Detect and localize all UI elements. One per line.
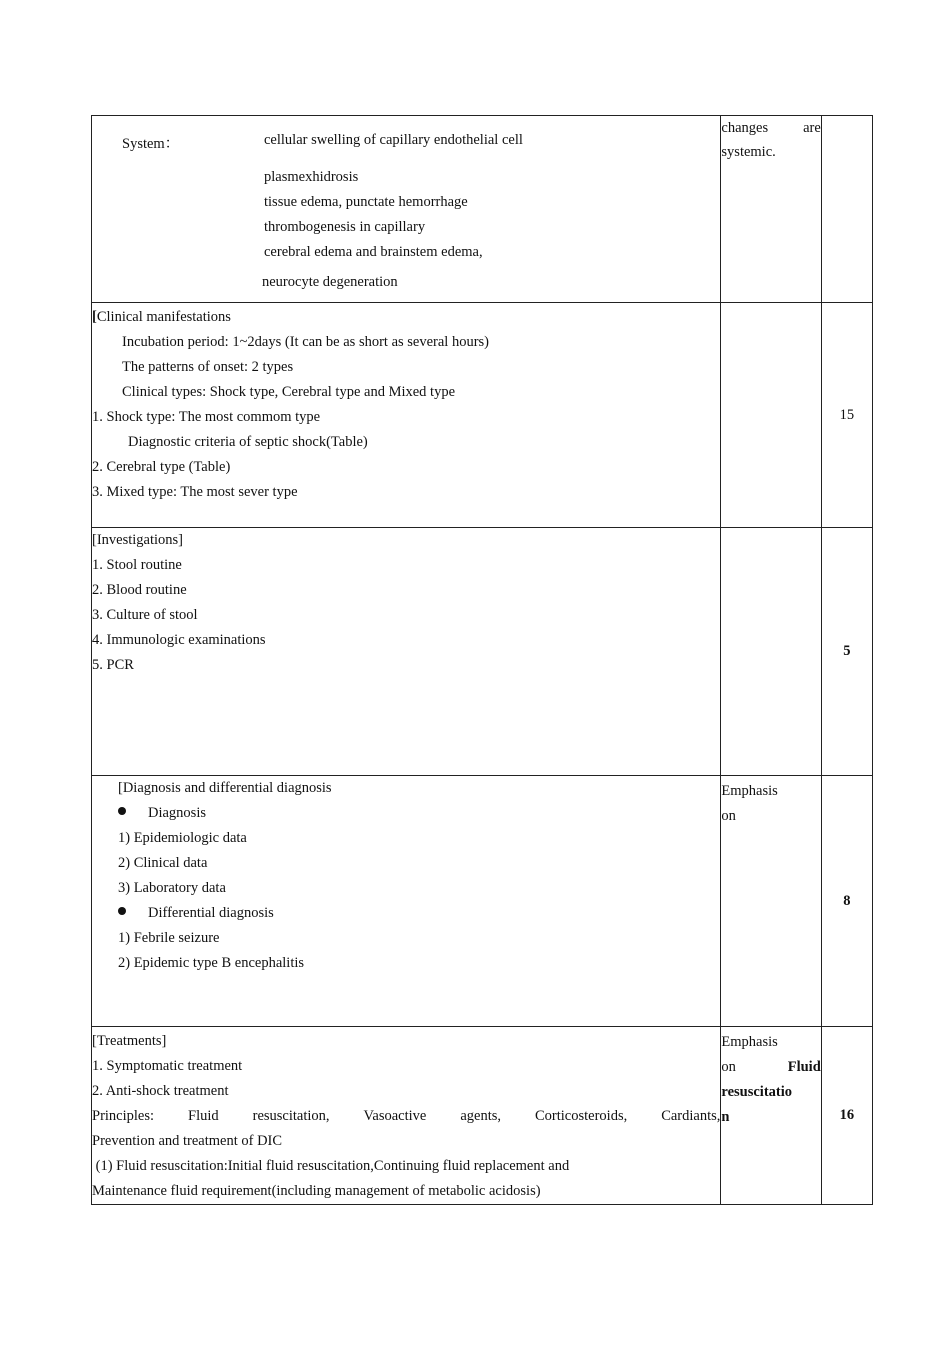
principles-word: Corticosteroids, [534,1108,628,1124]
principles-word: Vasoactive [363,1108,427,1124]
investigations-main-cell [92,528,721,776]
note-line: Emphasis [721,783,778,799]
treatment-line: Prevention and treatment of DIC [92,1133,283,1149]
note-line: n [721,1109,730,1125]
section-heading: [Investigations] [92,532,184,548]
diagnosis-note-cell [721,776,821,1027]
principles-word: resuscitation, [252,1108,330,1124]
diagnosis-item: 2) Clinical data [118,855,208,871]
clinical-line: 1. Shock type: The most commom type [92,409,321,425]
investigation-item: 3. Culture of stool [92,607,198,623]
system-item: tissue edema, punctate hemorrhage [264,194,468,210]
investigation-item: 1. Stool routine [92,557,182,573]
system-hours-cell [821,116,872,303]
system-note-cell [721,116,821,303]
system-item: neurocyte degeneration [262,274,398,290]
treatments-note-cell [721,1027,821,1205]
investigations-hours-cell: 5 [821,528,872,776]
syllabus-table [91,115,873,1205]
note-word: Fluid [787,1059,821,1075]
note-line: Emphasis [721,1034,778,1050]
treatment-line: Maintenance fluid requirement(including management of metabolic acidosis) [92,1183,541,1199]
clinical-line: Clinical types: Shock type, Cerebral type and Mixed type [122,384,456,400]
principles-word: Fluid [188,1108,219,1124]
bullet-label: Differential diagnosis [148,905,274,921]
system-item: plasmexhidrosis [264,169,359,185]
clinical-hours-cell: 15 [821,303,872,528]
investigation-item: 5. PCR [92,657,134,673]
bullet-item [118,801,720,826]
treatments-row [92,1027,873,1205]
clinical-note-cell [721,303,821,528]
treatments-hours-cell: 16 [821,1027,872,1205]
diagnosis-hours-cell: 8 [821,776,872,1027]
bullet-item [118,901,720,926]
system-item: cellular swelling of capillary endothelial cell [264,132,523,148]
system-note-line [721,116,820,140]
diagnosis-row [92,776,873,1027]
system-label: System： [122,136,180,152]
note-word: are [803,120,821,136]
differential-item: 2) Epidemic type B encephalitis [118,955,305,971]
treatments-main-cell [92,1027,721,1205]
section-heading: [Diagnosis and differential diagnosis [118,780,332,796]
clinical-line: 2. Cerebral type (Table) [92,459,231,475]
bullet-label: Diagnosis [148,805,206,821]
bullet-icon [118,807,126,815]
section-heading: [Clinical manifestations [92,309,231,325]
principles-word: Principles: [92,1108,155,1124]
differential-item: 1) Febrile seizure [118,930,220,946]
clinical-line: Diagnostic criteria of septic shock(Table) [128,434,368,450]
treatment-line: 2. Anti-shock treatment [92,1083,229,1099]
clinical-main-cell [92,303,721,528]
principles-word: agents, [460,1108,501,1124]
clinical-row [92,303,873,528]
system-main-cell [92,116,721,303]
system-item: thrombogenesis in capillary [264,219,426,235]
note-word: on [721,1059,736,1075]
clinical-line: The patterns of onset: 2 types [122,359,294,375]
note-word: changes [721,120,769,136]
diagnosis-main-cell [92,776,721,1027]
principles-word: Cardiants, [661,1108,721,1124]
investigations-note-cell [721,528,821,776]
note-line [721,1055,820,1080]
investigation-item: 4. Immunologic examinations [92,632,266,648]
treatment-line: 1. Symptomatic treatment [92,1058,243,1074]
clinical-line: Incubation period: 1~2days (It can be as short as several hours) [122,334,490,350]
diagnosis-item: 3) Laboratory data [118,880,226,896]
treatment-line: (1) Fluid resuscitation:Initial fluid resuscitation,Continuing fluid replacement and [92,1158,570,1174]
investigation-item: 2. Blood routine [92,582,187,598]
investigations-row [92,528,873,776]
system-note-line: systemic. [721,144,776,160]
system-row [92,116,873,303]
note-line: on [721,808,736,824]
bullet-icon [118,907,126,915]
principles-line [92,1104,720,1129]
section-heading: [Treatments] [92,1033,167,1049]
diagnosis-item: 1) Epidemiologic data [118,830,247,846]
system-item: cerebral edema and brainstem edema, [264,244,483,260]
clinical-line: 3. Mixed type: The most sever type [92,484,298,500]
note-line: resuscitatio [721,1084,793,1100]
